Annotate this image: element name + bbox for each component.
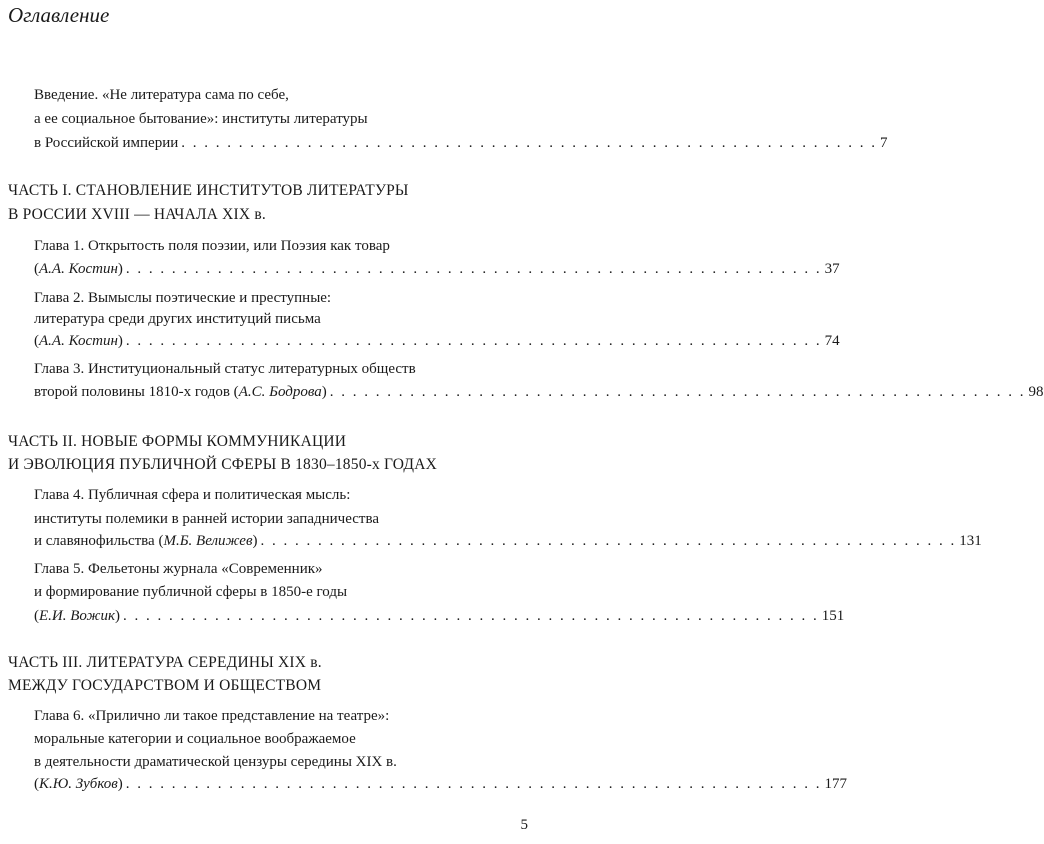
chapter-5-title-line-2: и формирование публичной сферы в 1850-е годы [34,584,348,600]
page-ref: 74 [824,333,840,349]
toc-entry-chapter-2[interactable] [34,332,840,351]
dot-leader: . . . . . . . . . . . . . . . . . . . . . . . . . . . . . . . . . . . . . . . . . . . . . . . . . . . . . . . . . . . . . [125,261,822,277]
part-1-heading-line-2: В РОССИИ XVIII — НАЧАЛА XIX в. [8,206,266,223]
chapter-2-title-line-2: литература среди других институций письма [34,311,321,327]
page-ref: 98 [1028,384,1044,400]
page-title: Оглавление [8,3,110,27]
chapter-4-title-line-2: институты полемики в ранней истории западничества [34,511,380,527]
part-2-heading-line-1: ЧАСТЬ II. НОВЫЕ ФОРМЫ КОММУНИКАЦИИ [8,433,347,450]
chapter-6-title-line-3: в деятельности драматической цензуры середины XIX в. [34,754,397,770]
intro-title-line-3: в Российской империи [34,135,179,151]
dot-leader: . . . . . . . . . . . . . . . . . . . . . . . . . . . . . . . . . . . . . . . . . . . . . . . . . . . . . . . . . . . . . [260,533,957,549]
chapter-3-title: Глава 3. Институциональный статус литературных обществ [34,361,416,377]
chapter-1-author: (А.А. Костин) [34,261,123,277]
chapter-2-author: (А.А. Костин) [34,333,123,349]
toc-entry-chapter-3[interactable] [34,383,1044,402]
part-3-heading-line-1: ЧАСТЬ III. ЛИТЕРАТУРА СЕРЕДИНЫ XIX в. [8,654,322,671]
dot-leader: . . . . . . . . . . . . . . . . . . . . . . . . . . . . . . . . . . . . . . . . . . . . . . . . . . . . . . . . . . . . . [125,776,822,792]
chapter-6-title-line-1: Глава 6. «Прилично ли такое представление на театре»: [34,708,390,724]
dot-leader: . . . . . . . . . . . . . . . . . . . . . . . . . . . . . . . . . . . . . . . . . . . . . . . . . . . . . . . . . . . . . [329,384,1026,400]
chapter-5-author: (Е.И. Вожик) [34,608,121,624]
page-ref: 177 [824,776,848,792]
intro-title-line-1: Введение. «Не литература сама по себе, [34,87,289,103]
chapter-4-author: и славянофильства (М.Б. Велижев) [34,533,258,549]
part-1-heading-line-1: ЧАСТЬ I. СТАНОВЛЕНИЕ ИНСТИТУТОВ ЛИТЕРАТУРЫ [8,182,409,199]
page-ref: 131 [959,533,982,549]
dot-leader: . . . . . . . . . . . . . . . . . . . . . . . . . . . . . . . . . . . . . . . . . . . . . . . . . . . . . . . . . . . . . [123,608,819,624]
toc-entry-chapter-4[interactable] [34,532,982,551]
page-ref: 37 [824,261,840,277]
part-2-heading-line-2: И ЭВОЛЮЦИЯ ПУБЛИЧНОЙ СФЕРЫ В 1830–1850-х ГОДАХ [8,456,437,473]
chapter-6-title-line-2: моральные категории и социальное воображаемое [34,731,356,747]
page-ref: 151 [821,608,845,624]
chapter-3-author: второй половины 1810-х годов (А.С. Бодрова) [34,384,327,400]
chapter-4-title-line-1: Глава 4. Публичная сфера и политическая мысль: [34,487,351,503]
chapter-2-title-line-1: Глава 2. Вымыслы поэтические и преступные: [34,290,332,306]
part-3-heading-line-2: МЕЖДУ ГОСУДАРСТВОМ И ОБЩЕСТВОМ [8,677,322,694]
chapter-1-title: Глава 1. Открытость поля поэзии, или Поэзия как товар [34,238,390,254]
intro-title-line-2: а ее социальное бытование»: институты литературы [34,111,368,127]
toc-entry-chapter-5[interactable] [34,607,845,626]
toc-entry-intro[interactable] [34,134,888,153]
toc-entry-chapter-6[interactable] [34,775,848,794]
chapter-5-title-line-1: Глава 5. Фельетоны журнала «Современник» [34,561,323,577]
toc-entry-chapter-1[interactable] [34,260,840,279]
page-number: 5 [520,817,528,833]
dot-leader: . . . . . . . . . . . . . . . . . . . . . . . . . . . . . . . . . . . . . . . . . . . . . . . . . . . . . . . . . . . . . [125,333,822,349]
page-ref: 7 [880,135,888,151]
dot-leader: . . . . . . . . . . . . . . . . . . . . . . . . . . . . . . . . . . . . . . . . . . . . . . . . . . . . . . . . . . . . . [181,135,878,151]
chapter-6-author: (К.Ю. Зубков) [34,776,123,792]
